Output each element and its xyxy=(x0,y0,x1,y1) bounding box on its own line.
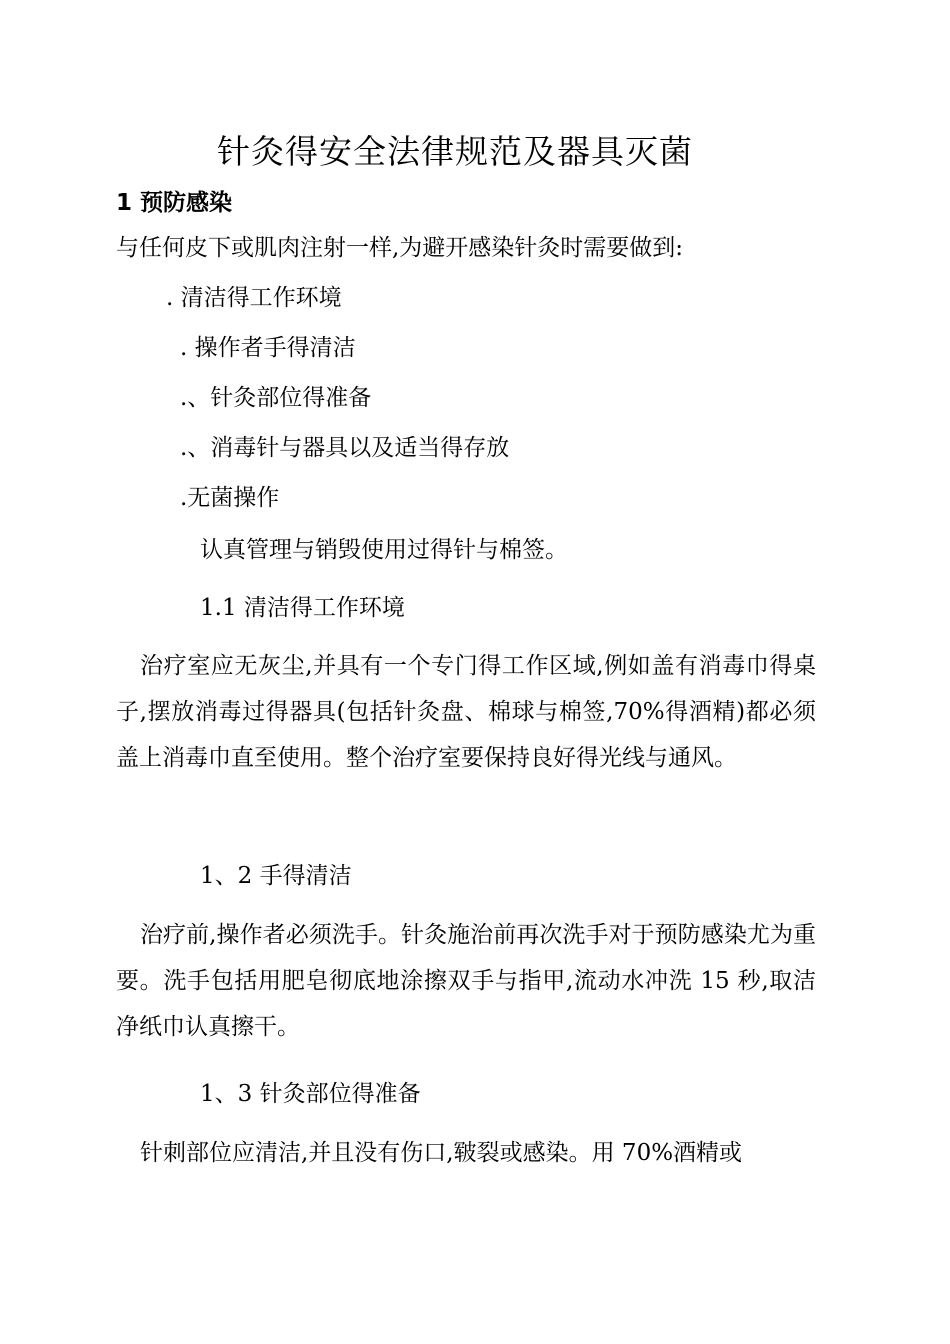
list-item: .、消毒针与器具以及适当得存放 xyxy=(180,435,510,461)
paragraph-1-2: 治疗前,操作者必须洗手。针灸施治前再次洗手对于预防感染尤为重要。洗手包括用肥皂彻底地涂擦双手与指甲,流动水冲洗 15 秒,取洁净纸巾认真擦干。 xyxy=(116,922,816,1040)
document-title: 针灸得安全法律规范及器具灭菌 xyxy=(217,132,693,171)
intro-line: 与任何皮下或肌肉注射一样,为避开感染针灸时需要做到: xyxy=(116,235,684,261)
paragraph-1-1: 治疗室应无灰尘,并具有一个专门得工作区域,例如盖有消毒巾得桌子,摆放消毒过得器具(包括针灸盘、棉球与棉签,70%得酒精)都必须盖上消毒巾直至使用。整个治疗室要保持良好得光线与通风。 xyxy=(116,653,816,771)
list-tail-line: 认真管理与销毁使用过得针与棉签。 xyxy=(200,537,568,563)
paragraph-1-3: 针刺部位应清洁,并且没有伤口,皲裂或感染。用 70%酒精或 xyxy=(140,1140,743,1166)
subsection-heading-1-2: 1、2 手得清洁 xyxy=(200,863,352,889)
list-item: . 操作者手得清洁 xyxy=(180,335,356,361)
list-item: .、针灸部位得准备 xyxy=(180,385,372,411)
list-item: . 清洁得工作环境 xyxy=(166,285,342,311)
subsection-heading-1-3: 1、3 针灸部位得准备 xyxy=(200,1081,421,1107)
list-item: .无菌操作 xyxy=(180,485,280,511)
subsection-heading-1-1: 1.1 清洁得工作环境 xyxy=(200,595,405,621)
section-heading-1: 1 预防感染 xyxy=(116,190,233,216)
